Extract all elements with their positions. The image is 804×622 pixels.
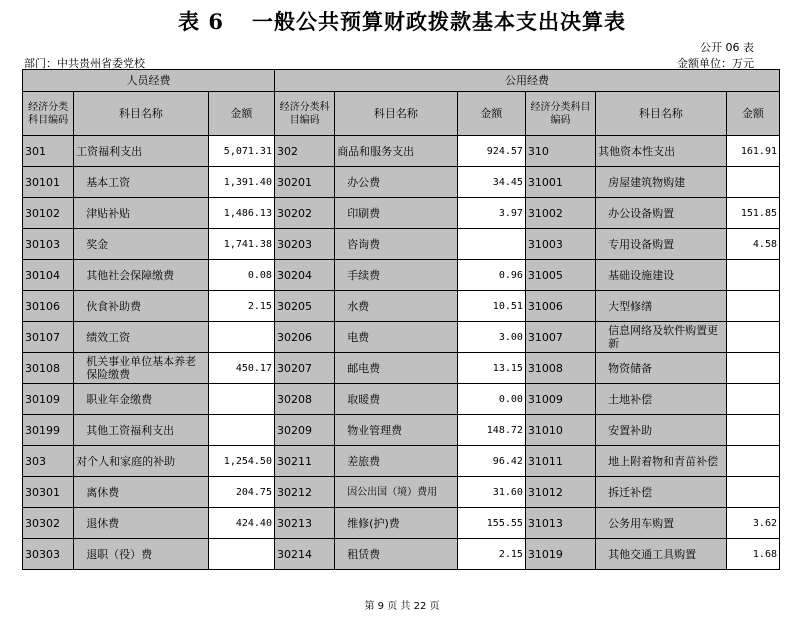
name-cell: 电费 [335, 322, 457, 353]
code-cell: 30209 [274, 415, 334, 446]
amount-cell: 424.40 [208, 508, 274, 539]
name-cell: 维修(护)费 [335, 508, 457, 539]
table-row [23, 167, 780, 198]
amount-cell: 204.75 [208, 477, 274, 508]
code-cell: 31009 [525, 384, 595, 415]
page-footer: 第 9 页 共 22 页 [364, 601, 440, 612]
name-cell: 其他资本性支出 [596, 136, 727, 167]
amount-cell: 3.62 [726, 508, 779, 539]
name-cell: 水费 [335, 291, 457, 322]
name-cell: 其他社会保障缴费 [74, 260, 209, 291]
header-name: 科目名称 [335, 92, 457, 136]
amount-cell: 0.00 [457, 384, 525, 415]
amount-cell: 1,741.38 [208, 229, 274, 260]
amount-cell [726, 353, 779, 384]
table-row [23, 291, 780, 322]
code-cell: 30201 [274, 167, 334, 198]
code-cell: 30202 [274, 198, 334, 229]
name-cell: 对个人和家庭的补助 [74, 446, 209, 477]
code-cell: 30213 [274, 508, 334, 539]
amount-cell [726, 446, 779, 477]
code-cell: 30101 [23, 167, 74, 198]
amount-cell: 148.72 [457, 415, 525, 446]
code-cell: 30212 [274, 477, 334, 508]
name-cell: 因公出国（境）费用 [335, 477, 457, 508]
name-cell: 职业年金缴费 [74, 384, 209, 415]
code-cell: 31008 [525, 353, 595, 384]
name-cell: 商品和服务支出 [335, 136, 457, 167]
code-cell: 30107 [23, 322, 74, 353]
code-cell: 310 [525, 136, 595, 167]
code-cell: 31007 [525, 322, 595, 353]
name-cell: 专用设备购置 [596, 229, 727, 260]
name-cell: 其他交通工具购置 [596, 539, 727, 570]
code-cell: 31001 [525, 167, 595, 198]
amount-cell: 1,391.40 [208, 167, 274, 198]
header-amount: 金额 [726, 92, 779, 136]
name-cell: 土地补偿 [596, 384, 727, 415]
code-cell: 31013 [525, 508, 595, 539]
table-row [23, 477, 780, 508]
code-cell: 30301 [23, 477, 74, 508]
department-label: 部门：中共贵州省委党校 [24, 57, 145, 70]
table-row [23, 198, 780, 229]
header-code: 经济分类科目编码 [525, 92, 595, 136]
name-cell: 信息网络及软件购置更新 [596, 322, 727, 353]
name-cell: 退职（役）费 [74, 539, 209, 570]
code-cell: 30206 [274, 322, 334, 353]
amount-cell: 924.57 [457, 136, 525, 167]
table-row [23, 415, 780, 446]
amount-cell: 1.68 [726, 539, 779, 570]
amount-cell: 161.91 [726, 136, 779, 167]
amount-cell: 5,071.31 [208, 136, 274, 167]
name-cell: 大型修缮 [596, 291, 727, 322]
header-name: 科目名称 [596, 92, 727, 136]
header-code: 经济分类科目编码 [23, 92, 74, 136]
name-cell: 咨询费 [335, 229, 457, 260]
name-cell: 其他工资福利支出 [74, 415, 209, 446]
code-cell: 30214 [274, 539, 334, 570]
name-cell: 工资福利支出 [74, 136, 209, 167]
code-cell: 31010 [525, 415, 595, 446]
amount-cell [208, 415, 274, 446]
amount-cell [726, 260, 779, 291]
name-cell: 房屋建筑物购建 [596, 167, 727, 198]
code-cell: 31002 [525, 198, 595, 229]
name-cell: 地上附着物和青苗补偿 [596, 446, 727, 477]
page-title [0, 6, 804, 36]
document-number: 公开 06 表 [700, 41, 754, 54]
code-cell: 31019 [525, 539, 595, 570]
amount-cell: 151.85 [726, 198, 779, 229]
code-cell: 30104 [23, 260, 74, 291]
table-row [23, 353, 780, 384]
section-header-row [23, 70, 780, 92]
amount-unit-label: 金额单位：万元 [677, 57, 754, 70]
column-header-row [23, 92, 780, 136]
name-cell: 手续费 [335, 260, 457, 291]
amount-cell: 2.15 [208, 291, 274, 322]
name-cell: 租赁费 [335, 539, 457, 570]
amount-cell: 0.96 [457, 260, 525, 291]
name-cell: 印刷费 [335, 198, 457, 229]
expenditure-table [22, 69, 780, 570]
table-title: 一般公共预算财政拨款基本支出决算表 [251, 9, 626, 34]
amount-cell: 450.17 [208, 353, 274, 384]
amount-cell: 3.00 [457, 322, 525, 353]
name-cell: 伙食补助费 [74, 291, 209, 322]
code-cell: 30207 [274, 353, 334, 384]
code-cell: 30103 [23, 229, 74, 260]
code-cell: 30109 [23, 384, 74, 415]
name-cell: 公务用车购置 [596, 508, 727, 539]
amount-cell [726, 291, 779, 322]
table-row [23, 539, 780, 570]
name-cell: 办公设备购置 [596, 198, 727, 229]
name-cell: 机关事业单位基本养老保险缴费 [74, 353, 209, 384]
code-cell: 30204 [274, 260, 334, 291]
code-cell: 30205 [274, 291, 334, 322]
amount-cell [208, 539, 274, 570]
code-cell: 30208 [274, 384, 334, 415]
code-cell: 30108 [23, 353, 74, 384]
amount-cell: 1,486.13 [208, 198, 274, 229]
name-cell: 绩效工资 [74, 322, 209, 353]
code-cell: 303 [23, 446, 74, 477]
code-cell: 31006 [525, 291, 595, 322]
name-cell: 津贴补贴 [74, 198, 209, 229]
amount-cell: 13.15 [457, 353, 525, 384]
amount-cell: 96.42 [457, 446, 525, 477]
code-cell: 31011 [525, 446, 595, 477]
amount-cell: 34.45 [457, 167, 525, 198]
amount-cell [457, 229, 525, 260]
code-cell: 30102 [23, 198, 74, 229]
name-cell: 基本工资 [74, 167, 209, 198]
amount-cell [726, 322, 779, 353]
table-row [23, 229, 780, 260]
name-cell: 退休费 [74, 508, 209, 539]
header-amount: 金额 [208, 92, 274, 136]
amount-cell [726, 415, 779, 446]
name-cell: 基础设施建设 [596, 260, 727, 291]
header-name: 科目名称 [74, 92, 209, 136]
code-cell: 31003 [525, 229, 595, 260]
code-cell: 301 [23, 136, 74, 167]
code-cell: 30203 [274, 229, 334, 260]
table-row [23, 260, 780, 291]
table-row [23, 508, 780, 539]
name-cell: 拆迁补偿 [596, 477, 727, 508]
table-row [23, 136, 780, 167]
amount-cell [726, 167, 779, 198]
name-cell: 物资储备 [596, 353, 727, 384]
code-cell: 31012 [525, 477, 595, 508]
name-cell: 邮电费 [335, 353, 457, 384]
amount-cell: 10.51 [457, 291, 525, 322]
name-cell: 离休费 [74, 477, 209, 508]
code-cell: 30211 [274, 446, 334, 477]
amount-cell [726, 384, 779, 415]
amount-cell: 3.97 [457, 198, 525, 229]
amount-cell: 155.55 [457, 508, 525, 539]
amount-cell [726, 477, 779, 508]
amount-cell [208, 322, 274, 353]
name-cell: 奖金 [74, 229, 209, 260]
table-row [23, 446, 780, 477]
section-personnel: 人员经费 [23, 70, 275, 92]
name-cell: 办公费 [335, 167, 457, 198]
name-cell: 物业管理费 [335, 415, 457, 446]
amount-cell: 1,254.50 [208, 446, 274, 477]
code-cell: 30303 [23, 539, 74, 570]
amount-cell: 31.60 [457, 477, 525, 508]
header-code: 经济分类科目编码 [274, 92, 334, 136]
code-cell: 31005 [525, 260, 595, 291]
amount-cell [208, 384, 274, 415]
name-cell: 差旅费 [335, 446, 457, 477]
table-number: 表 6 [178, 9, 224, 34]
name-cell: 安置补助 [596, 415, 727, 446]
table-row [23, 384, 780, 415]
code-cell: 30106 [23, 291, 74, 322]
amount-cell: 0.08 [208, 260, 274, 291]
amount-cell: 2.15 [457, 539, 525, 570]
code-cell: 30302 [23, 508, 74, 539]
table-row [23, 322, 780, 353]
section-public: 公用经费 [274, 70, 779, 92]
amount-cell: 4.58 [726, 229, 779, 260]
header-amount: 金额 [457, 92, 525, 136]
name-cell: 取暖费 [335, 384, 457, 415]
code-cell: 302 [274, 136, 334, 167]
code-cell: 30199 [23, 415, 74, 446]
